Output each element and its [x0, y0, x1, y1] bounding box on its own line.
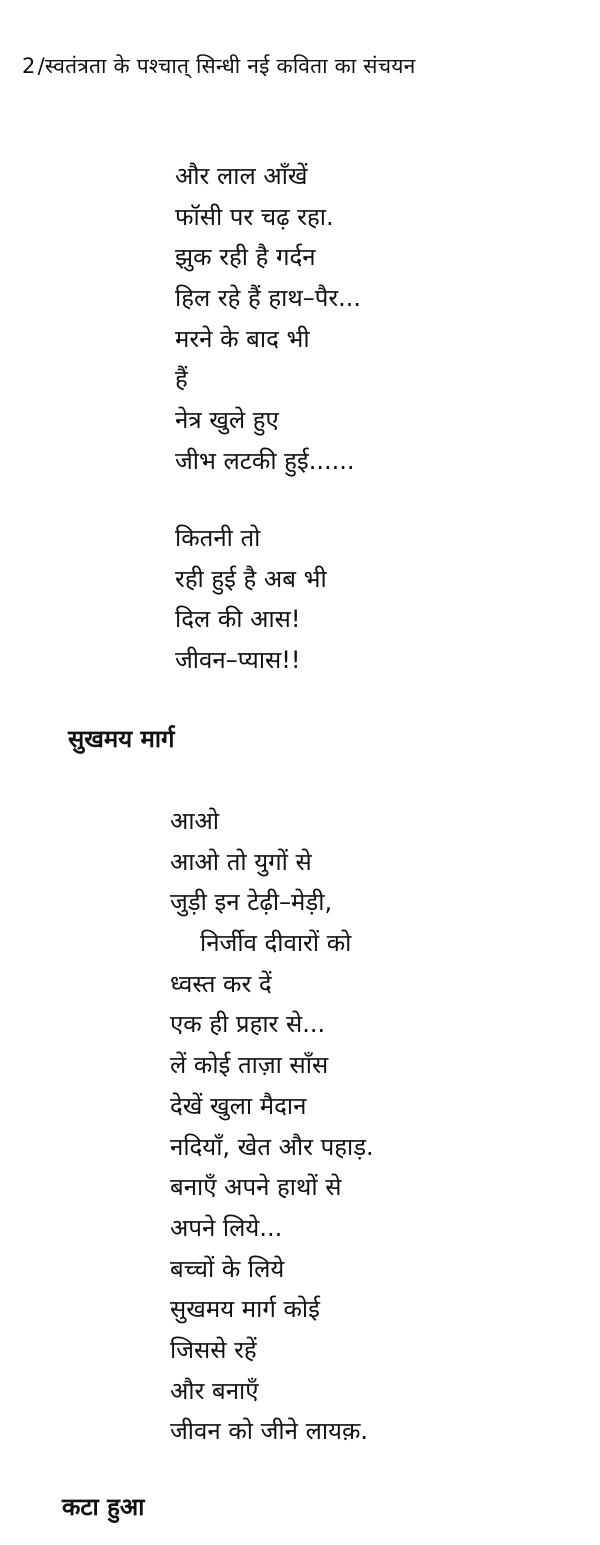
verse-line: मरने के बाद भी — [175, 324, 310, 353]
verse-line: जिससे रहें — [170, 1335, 257, 1364]
verse-line: हैं — [175, 365, 188, 394]
verse-line: हिल रहे हैं हाथ–पैर... — [175, 284, 362, 313]
verse-line: नेत्र खुले हुए — [175, 406, 279, 435]
verse-line: निर्जीव दीवारों को — [200, 929, 352, 958]
book-title: स्वतंत्रता के पश्चात् सिन्धी नई कविता का संचयन — [44, 54, 416, 78]
stanza-1 — [175, 156, 361, 482]
poem-sukhmay-marg-body — [170, 801, 374, 1452]
verse-line: आओ तो युगों से — [170, 847, 312, 876]
verse-line: ध्वस्त कर दें — [170, 969, 272, 998]
header-separator: / — [37, 54, 45, 78]
verse-line: रही हुई है अब भी — [175, 564, 327, 593]
poem-title-sukhmay-marg: सुखमय मार्ग — [68, 725, 175, 753]
verse-line: और लाल आँखें — [175, 162, 308, 190]
verse-line: सुखमय मार्ग कोई — [170, 1295, 320, 1324]
stanza-2 — [175, 518, 327, 681]
page-number: 2 — [22, 54, 36, 78]
poem-title-kata-hua: कटा हुआ — [62, 1493, 145, 1521]
verse-line: लें कोई ताज़ा साँस — [170, 1051, 329, 1080]
verse-line: झुक रही है गर्दन — [175, 243, 316, 272]
verse-line: कितनी तो — [175, 524, 261, 552]
verse-line: दिल की आस! — [175, 605, 301, 634]
verse-line: फॉसी पर चढ़ रहा. — [175, 202, 334, 231]
verse-line: बनाएँ अपने हाथों से — [170, 1173, 342, 1202]
verse-line: जीभ लटकी हुई...... — [175, 446, 355, 475]
running-header — [22, 52, 415, 80]
verse-line: एक ही प्रहार से... — [170, 1010, 326, 1039]
verse-line: नदियाँ, खेत और पहाड़. — [170, 1132, 374, 1161]
verse-line: अपने लिये... — [170, 1213, 283, 1242]
verse-line: आओ — [170, 807, 220, 835]
verse-line: जीवन को जीने लायक़. — [170, 1417, 369, 1446]
verse-line: बच्चों के लिये — [170, 1254, 285, 1283]
verse-line: जुड़ी इन टेढ़ी–मेड़ी, — [170, 888, 333, 917]
verse-line: देखें खुला मैदान — [170, 1091, 307, 1120]
verse-line: और बनाएँ — [170, 1376, 259, 1405]
verse-line: जीवन–प्यास!! — [175, 646, 301, 675]
